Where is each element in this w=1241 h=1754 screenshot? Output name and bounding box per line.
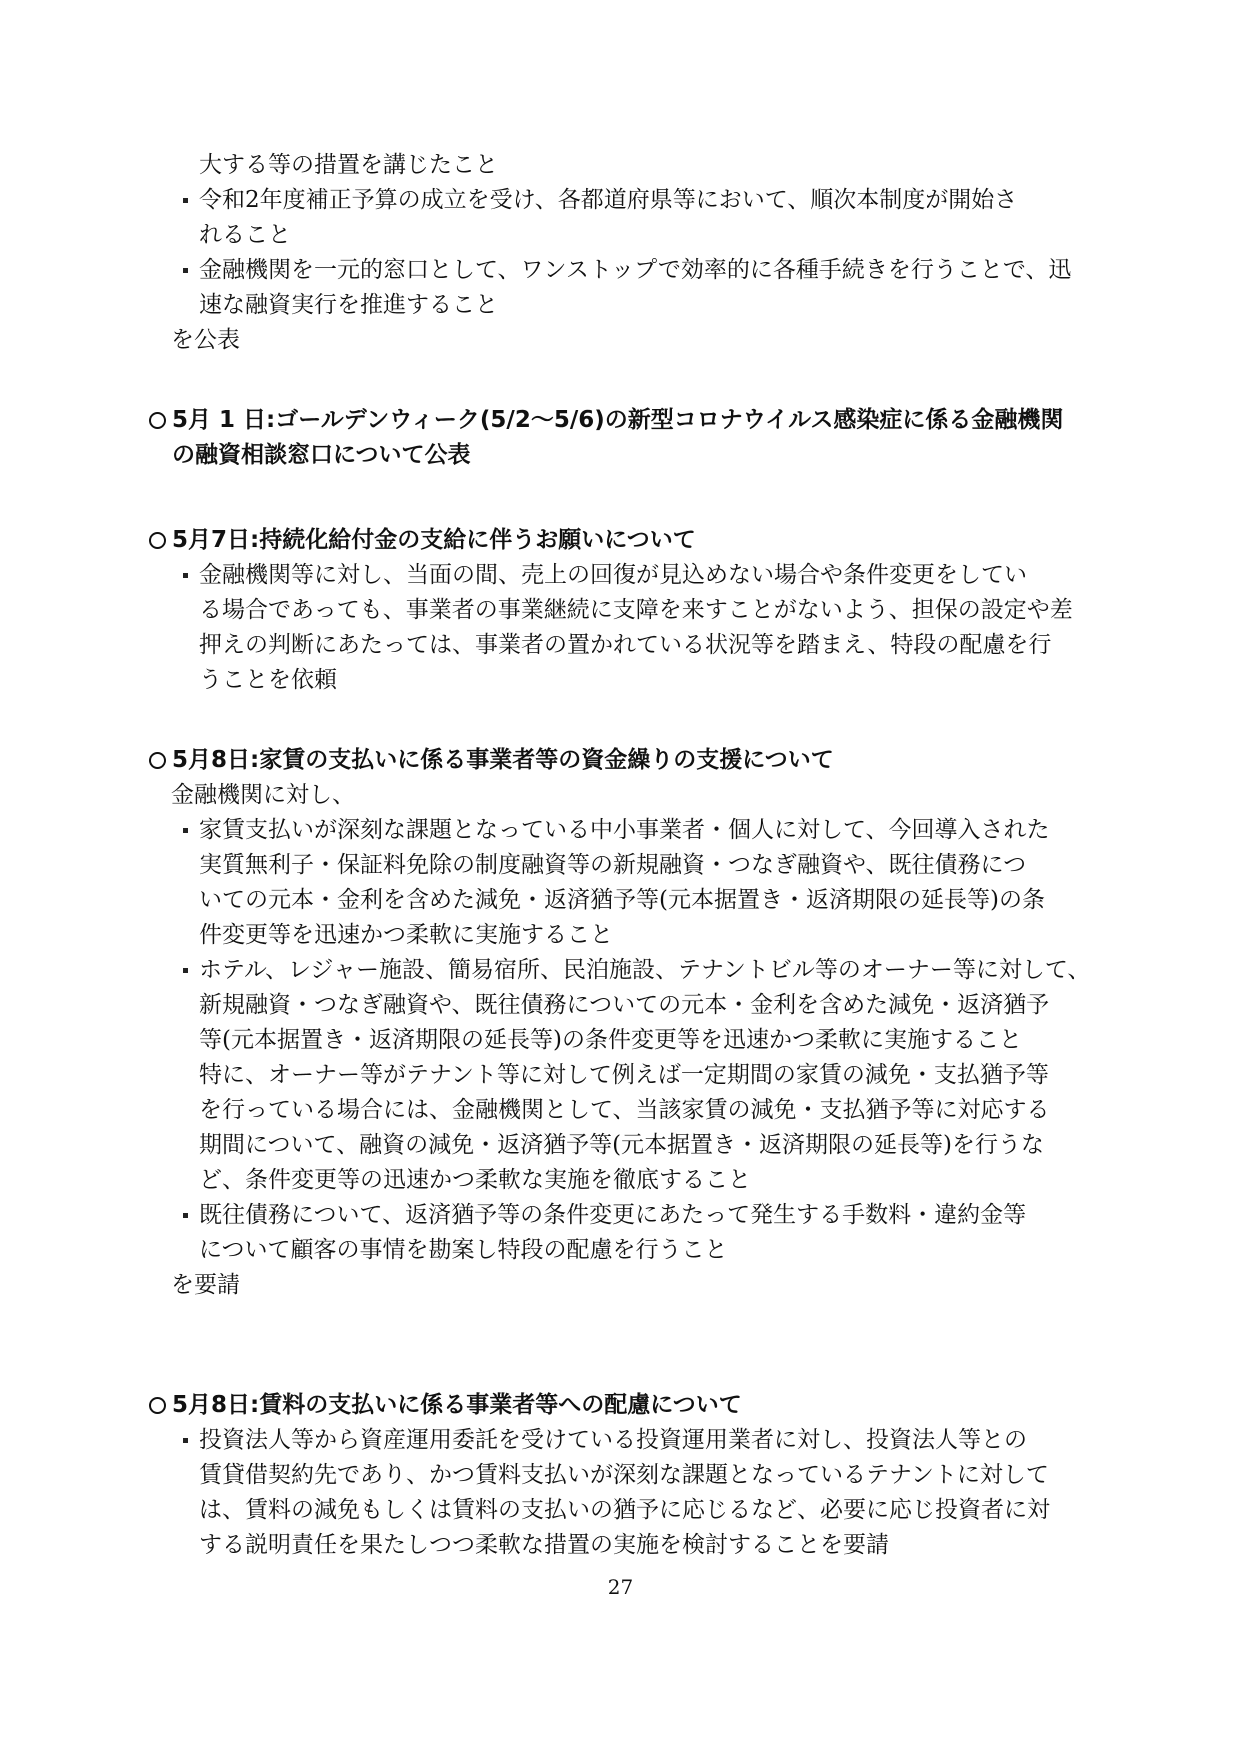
text-line: 速な融資実行を推進すること bbox=[199, 292, 498, 318]
text-line: 賃貸借契約先であり、かつ賃料支払いが深刻な課題となっているテナントに対して bbox=[199, 1462, 1049, 1488]
text-line: 期間について、融資の減免・返済猶予等(元本据置き・返済期限の延長等)を行うな bbox=[199, 1132, 1045, 1158]
text-line: する説明責任を果たしつつ柔軟な措置の実施を検討することを要請 bbox=[199, 1532, 889, 1558]
text-line: いての元本・金利を含めた減免・返済猶予等(元本据置き・返済期限の延長等)の条 bbox=[199, 887, 1045, 913]
bullet-icon bbox=[183, 1438, 188, 1443]
text-line: 金融機関を一元的窓口として、ワンストップで効率的に各種手続きを行うことで、迅 bbox=[199, 257, 1072, 283]
text-line: れること bbox=[199, 222, 291, 248]
bullet-icon bbox=[183, 828, 188, 833]
text-line: を要請 bbox=[171, 1272, 240, 1298]
page-number: 27 bbox=[607, 1575, 634, 1599]
bullet-icon bbox=[183, 1213, 188, 1218]
text-line: 実質無利子・保証料免除の制度融資等の新規融資・つなぎ融資や、既往債務につ bbox=[199, 852, 1027, 878]
section-heading: の融資相談窓口について公表 bbox=[172, 442, 471, 468]
text-line: について顧客の事情を勘案し特段の配慮を行うこと bbox=[199, 1237, 728, 1263]
bullet-icon bbox=[183, 268, 188, 273]
section-heading: 5月 1 日:ゴールデンウィーク(5/2〜5/6)の新型コロナウイルス感染症に係る金融機関 bbox=[172, 407, 1064, 433]
text-line: 特に、オーナー等がテナント等に対して例えば一定期間の家賃の減免・支払猶予等 bbox=[199, 1062, 1049, 1088]
text-line: ど、条件変更等の迅速かつ柔軟な実施を徹底すること bbox=[199, 1167, 751, 1193]
text-line: 等(元本据置き・返済期限の延長等)の条件変更等を迅速かつ柔軟に実施すること bbox=[199, 1027, 1022, 1053]
text-line: ホテル、レジャー施設、簡易宿所、民泊施設、テナントビル等のオーナー等に対して、 bbox=[199, 957, 1091, 983]
text-line: 金融機関に対し、 bbox=[171, 782, 355, 808]
circle-bullet-icon bbox=[149, 412, 166, 429]
text-line: 件変更等を迅速かつ柔軟に実施すること bbox=[199, 922, 613, 948]
text-line: は、賃料の減免もしくは賃料の支払いの猶予に応じるなど、必要に応じ投資者に対 bbox=[199, 1497, 1050, 1523]
text-line: 既往債務について、返済猶予等の条件変更にあたって発生する手数料・違約金等 bbox=[199, 1202, 1027, 1228]
text-line: 金融機関等に対し、当面の間、売上の回復が見込めない場合や条件変更をしてい bbox=[199, 562, 1027, 588]
circle-bullet-icon bbox=[149, 752, 166, 769]
text-line: を公表 bbox=[171, 327, 240, 353]
section-heading: 5月8日:賃料の支払いに係る事業者等への配慮について bbox=[172, 1392, 742, 1418]
bullet-icon bbox=[183, 198, 188, 203]
text-line: 押えの判断にあたっては、事業者の置かれている状況等を踏まえ、特段の配慮を行 bbox=[199, 632, 1052, 658]
text-line: 令和2年度補正予算の成立を受け、各都道府県等において、順次本制度が開始さ bbox=[199, 187, 1018, 213]
text-line: 家賃支払いが深刻な課題となっている中小事業者・個人に対して、今回導入された bbox=[199, 817, 1050, 843]
text-line: 投資法人等から資産運用委託を受けている投資運用業者に対し、投資法人等との bbox=[199, 1427, 1027, 1453]
section-heading: 5月8日:家賃の支払いに係る事業者等の資金繰りの支援について bbox=[172, 747, 834, 773]
bullet-icon bbox=[183, 573, 188, 578]
text-line: うことを依頼 bbox=[199, 667, 337, 693]
text-line: る場合であっても、事業者の事業継続に支障を来すことがないよう、担保の設定や差 bbox=[199, 597, 1073, 623]
bullet-icon bbox=[183, 968, 188, 973]
section-heading: 5月7日:持続化給付金の支給に伴うお願いについて bbox=[172, 527, 696, 553]
text-line: 新規融資・つなぎ融資や、既往債務についての元本・金利を含めた減免・返済猶予 bbox=[199, 992, 1050, 1018]
text-line: を行っている場合には、金融機関として、当該家賃の減免・支払猶予等に対応する bbox=[199, 1097, 1050, 1123]
text-line: 大する等の措置を講じたこと bbox=[199, 152, 498, 178]
circle-bullet-icon bbox=[149, 1397, 166, 1414]
circle-bullet-icon bbox=[149, 532, 166, 549]
